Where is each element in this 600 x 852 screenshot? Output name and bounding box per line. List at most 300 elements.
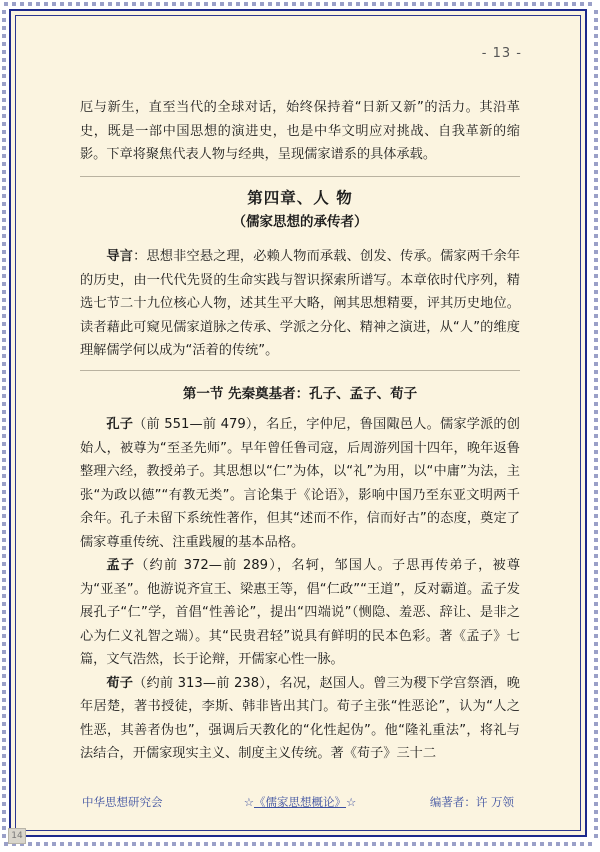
border-dot [594, 730, 598, 734]
border-dot [420, 842, 424, 846]
border-dot [2, 570, 6, 574]
border-dot [268, 842, 272, 846]
border-dot [2, 786, 6, 790]
border-dot [140, 2, 144, 6]
page-corner-badge: 14 [8, 828, 26, 844]
border-dot [204, 2, 208, 6]
border-dot [580, 842, 584, 846]
border-dot [2, 226, 6, 230]
border-dot [300, 2, 304, 6]
border-dot [220, 2, 224, 6]
border-dot [252, 2, 256, 6]
border-dot [594, 346, 598, 350]
border-dot [594, 138, 598, 142]
border-dot [594, 738, 598, 742]
border-dot [2, 82, 6, 86]
border-dot [484, 2, 488, 6]
border-dot [594, 658, 598, 662]
border-dot [2, 114, 6, 118]
border-dot [2, 346, 6, 350]
border-dot [2, 138, 6, 142]
border-dot [388, 2, 392, 6]
border-dot [444, 2, 448, 6]
border-dot [2, 610, 6, 614]
border-dot [2, 26, 6, 30]
border-dot [594, 538, 598, 542]
border-dot [594, 202, 598, 206]
border-dot [2, 602, 6, 606]
person-name: 孔子 [106, 417, 134, 432]
border-dot [594, 546, 598, 550]
border-dot [594, 522, 598, 526]
border-dot [492, 2, 496, 6]
border-dot [580, 2, 584, 6]
border-dot [594, 418, 598, 422]
border-dot [2, 66, 6, 70]
border-dot [564, 842, 568, 846]
border-dot [594, 362, 598, 366]
border-dot [2, 490, 6, 494]
intro-continuation-paragraph [80, 96, 520, 167]
border-dot [594, 322, 598, 326]
border-dot [516, 2, 520, 6]
border-dot [500, 842, 504, 846]
border-dot [300, 842, 304, 846]
border-dot [594, 290, 598, 294]
border-dot [594, 178, 598, 182]
border-dot [594, 50, 598, 54]
chapter-title: 第四章、人 物 [247, 189, 353, 207]
border-dot [2, 386, 6, 390]
border-dot [380, 2, 384, 6]
border-dot [594, 610, 598, 614]
border-dot [124, 2, 128, 6]
border-dot [532, 2, 536, 6]
border-dot [468, 2, 472, 6]
border-dot [524, 842, 528, 846]
border-dot [594, 282, 598, 286]
border-dot [276, 842, 280, 846]
border-dot [594, 234, 598, 238]
footer-star-right: ☆ [346, 795, 357, 809]
border-dot [2, 826, 6, 830]
border-dot [594, 746, 598, 750]
border-dot [148, 2, 152, 6]
lead-paragraph [80, 245, 520, 363]
border-dot [2, 338, 6, 342]
border-dot [2, 506, 6, 510]
border-dot [2, 594, 6, 598]
person-text: （前 551—前 479），名丘，字仲尼，鲁国陬邑人。儒家学派的创始人，被尊为“至圣先师”。早年曾任鲁司寇，后周游列国十四年，晚年返鲁整理六经，教授弟子。其思想以“仁”为体，以“礼”为用，以“中庸”为法，主张“为政以德”“有教无类”。言论集于《论语》，影响中国乃至东亚文明两千余年。孔子未留下系统性著作，但其“述而不作，信而好古”的态度，奠定了儒家尊重传统、注重践履的基本品格。 [80, 417, 520, 550]
border-dot [594, 10, 598, 14]
border-dot [594, 594, 598, 598]
border-dot [594, 618, 598, 622]
border-dot [2, 58, 6, 62]
border-dot [594, 162, 598, 166]
border-dot [594, 370, 598, 374]
border-dot [594, 298, 598, 302]
border-dot [2, 706, 6, 710]
border-dot [594, 170, 598, 174]
border-dot [594, 682, 598, 686]
border-dot [2, 354, 6, 358]
border-dot [2, 394, 6, 398]
border-dot [594, 378, 598, 382]
border-dot [594, 82, 598, 86]
border-dot [2, 42, 6, 46]
border-dot [2, 250, 6, 254]
border-dot [2, 618, 6, 622]
border-dot [2, 770, 6, 774]
border-dot [60, 842, 64, 846]
border-dot [2, 586, 6, 590]
border-dot [594, 274, 598, 278]
border-dot [436, 2, 440, 6]
border-dot [2, 522, 6, 526]
border-dot [594, 226, 598, 230]
border-dot [452, 2, 456, 6]
border-dot [36, 2, 40, 6]
border-dot [2, 106, 6, 110]
border-dot [316, 2, 320, 6]
border-dot [2, 122, 6, 126]
border-dot [594, 402, 598, 406]
border-dot [172, 2, 176, 6]
border-dot [412, 2, 416, 6]
border-dot [594, 650, 598, 654]
border-dot [108, 842, 112, 846]
border-dot [594, 762, 598, 766]
border-dot [2, 290, 6, 294]
border-dot [324, 2, 328, 6]
border-dot [2, 418, 6, 422]
border-dot [372, 842, 376, 846]
divider-section [80, 370, 520, 371]
border-dot [2, 90, 6, 94]
border-dot [28, 842, 32, 846]
border-dot [428, 842, 432, 846]
border-dot [2, 34, 6, 38]
border-dot [2, 210, 6, 214]
section-body [80, 413, 520, 766]
border-dot [500, 2, 504, 6]
border-dot [2, 410, 6, 414]
border-dot [2, 554, 6, 558]
border-dot [2, 834, 6, 838]
border-dot [100, 2, 104, 6]
border-dot [594, 186, 598, 190]
border-dot [340, 842, 344, 846]
border-dot [180, 842, 184, 846]
border-dot [594, 314, 598, 318]
border-dot [594, 258, 598, 262]
border-dot [594, 826, 598, 830]
border-dot [2, 546, 6, 550]
border-dot [594, 562, 598, 566]
border-dot [308, 2, 312, 6]
border-dot [594, 386, 598, 390]
border-dot [2, 362, 6, 366]
border-dot [324, 842, 328, 846]
border-dot [2, 74, 6, 78]
border-dot [140, 842, 144, 846]
chapter-lead [80, 245, 520, 363]
border-dot [540, 2, 544, 6]
border-dot [2, 746, 6, 750]
footer-author: 编著者：许 万领 [429, 795, 514, 809]
border-dot [2, 378, 6, 382]
divider-top [80, 176, 520, 177]
border-dot [2, 530, 6, 534]
border-dot [594, 714, 598, 718]
border-dot [594, 26, 598, 30]
border-dot [594, 42, 598, 46]
border-dot [220, 842, 224, 846]
border-dot [116, 2, 120, 6]
border-dot [594, 474, 598, 478]
border-dot [396, 842, 400, 846]
border-dot [594, 442, 598, 446]
border-dot [2, 442, 6, 446]
border-dot [2, 402, 6, 406]
border-dot [372, 2, 376, 6]
border-dot [594, 554, 598, 558]
border-dot [594, 354, 598, 358]
border-dot [2, 186, 6, 190]
border-dot [84, 842, 88, 846]
person-name: 孟子 [106, 558, 136, 573]
border-dot [212, 2, 216, 6]
border-dot [594, 90, 598, 94]
person-text: （约前 372—前 289），名轲，邹国人。子思再传弟子，被尊为“亚圣”。他游说齐宣王、梁惠王等，倡“仁政”“王道”，反对霸道。孟子发展孔子“仁”学，首倡“性善论”，提出“四端说”（恻隐、羞恶、辞让、是非之心为仁义礼智之端）。其“民贵君轻”说具有鲜明的民本色彩。著《孟子》七篇，文气浩然，长于论辩，开儒家心性一脉。 [80, 558, 521, 667]
border-dot [594, 490, 598, 494]
border-dot [76, 2, 80, 6]
border-dot [116, 842, 120, 846]
border-dot [348, 842, 352, 846]
border-dot [594, 194, 598, 198]
border-dot [2, 578, 6, 582]
person-paragraph-mencius [80, 554, 520, 672]
border-dot [594, 674, 598, 678]
border-dot [276, 2, 280, 6]
border-dot [594, 570, 598, 574]
border-dot [2, 538, 6, 542]
border-dot [594, 482, 598, 486]
border-dot [2, 450, 6, 454]
border-dot [2, 698, 6, 702]
border-dot [2, 682, 6, 686]
border-dot [92, 2, 96, 6]
border-dot [2, 306, 6, 310]
border-dot [2, 730, 6, 734]
border-dot [548, 842, 552, 846]
border-dot [268, 2, 272, 6]
border-dot [2, 434, 6, 438]
border-dot [28, 2, 32, 6]
border-dot [2, 10, 6, 14]
border-dot [196, 842, 200, 846]
border-dot [594, 210, 598, 214]
border-dot [594, 602, 598, 606]
border-dot [284, 842, 288, 846]
border-dot [2, 330, 6, 334]
border-dot [2, 322, 6, 326]
border-dot [396, 2, 400, 6]
border-dot [44, 2, 48, 6]
border-dot [588, 2, 592, 6]
border-dot [594, 834, 598, 838]
border-dot [292, 2, 296, 6]
border-dot [2, 98, 6, 102]
person-text: （约前 313—前 238），名况，赵国人。曾三为稷下学宫祭酒，晚年居楚，著书授徒，李斯、韩非皆出其门。荀子主张“性恶论”，认为“人之性恶，其善者伪也”，强调后天教化的“化性起伪”。他“隆礼重法”，将礼与法结合，开儒家现实主义、制度主义传统。著《荀子》三十二 [80, 675, 520, 761]
border-dot [548, 2, 552, 6]
border-dot [412, 842, 416, 846]
border-dot [2, 218, 6, 222]
border-dot [132, 842, 136, 846]
border-dot [2, 650, 6, 654]
border-dot [404, 2, 408, 6]
border-dot [594, 330, 598, 334]
border-dot [364, 2, 368, 6]
border-dot [594, 146, 598, 150]
border-dot [556, 842, 560, 846]
border-dot [84, 2, 88, 6]
border-dot [2, 818, 6, 822]
border-dot [2, 242, 6, 246]
border-dot [2, 498, 6, 502]
border-dot [148, 842, 152, 846]
border-dot [204, 842, 208, 846]
person-paragraph-xunzi [80, 672, 520, 766]
border-dot [2, 194, 6, 198]
border-dot [228, 2, 232, 6]
border-dot [2, 314, 6, 318]
person-name: 荀子 [106, 675, 134, 691]
lead-text: ：思想非空悬之理，必赖人物而承载、创发、传承。儒家两千余年的历史，由一代代先贤的生命实践与智识探索所谱写。本章依时代序列，精选七节二十九位核心人物，述其生平大略，阐其思想精要，评其历史地位。读者藉此可窥见儒家道脉之传承、学派之分化、精神之演进，从“人”的维度理解儒学何以成为“活着的传统”。 [80, 249, 521, 358]
border-dot [316, 842, 320, 846]
border-dot [508, 842, 512, 846]
border-dot [236, 842, 240, 846]
lead-label: 导言 [106, 249, 134, 264]
border-dot [594, 466, 598, 470]
border-dot [556, 2, 560, 6]
border-dot [594, 34, 598, 38]
border-dot [332, 2, 336, 6]
border-dot [594, 74, 598, 78]
border-dot [594, 458, 598, 462]
border-dot [594, 266, 598, 270]
border-dot [236, 2, 240, 6]
border-dot [2, 18, 6, 22]
border-dot [594, 338, 598, 342]
border-dot [2, 626, 6, 630]
border-dot [2, 426, 6, 430]
border-dot [2, 762, 6, 766]
border-dot [594, 122, 598, 126]
intro-continuation-text: 厄与新生，直至当代的全球对话，始终保持着“日新又新”的活力。其沿革史，既是一部中国思想的演进史，也是中华文明应对挑战、自我革新的缩影。下章将聚焦代表人物与经典，呈现儒家谱系的具体承载。 [80, 100, 520, 162]
border-dot [572, 2, 576, 6]
border-dot [594, 218, 598, 222]
border-dot [594, 666, 598, 670]
border-dot [2, 722, 6, 726]
border-dot [228, 842, 232, 846]
border-dot [594, 58, 598, 62]
border-dot [594, 690, 598, 694]
border-dot [594, 114, 598, 118]
border-dot [468, 842, 472, 846]
border-dot [2, 474, 6, 478]
border-dot [2, 170, 6, 174]
border-dot [594, 306, 598, 310]
border-dot [180, 2, 184, 6]
border-dot [2, 562, 6, 566]
border-dot [594, 754, 598, 758]
border-dot [594, 770, 598, 774]
border-dot [44, 842, 48, 846]
border-dot [156, 2, 160, 6]
footer-star-left: ☆ [243, 795, 254, 809]
border-dot [2, 298, 6, 302]
border-dot [92, 842, 96, 846]
border-dot [594, 498, 598, 502]
border-dot [572, 842, 576, 846]
section-title: 第一节 先秦奠基者：孔子、孟子、荀子 [182, 386, 418, 402]
border-dot [428, 2, 432, 6]
border-dot [2, 634, 6, 638]
border-dot [436, 842, 440, 846]
border-dot [594, 450, 598, 454]
border-dot [108, 2, 112, 6]
border-dot [156, 842, 160, 846]
border-dot [2, 370, 6, 374]
border-dot [380, 842, 384, 846]
border-dot [594, 394, 598, 398]
border-dot [388, 842, 392, 846]
border-dot [68, 2, 72, 6]
border-dot [594, 18, 598, 22]
border-dot [244, 842, 248, 846]
border-dot [244, 2, 248, 6]
border-dot [2, 154, 6, 158]
border-dot [524, 2, 528, 6]
footer-book-link[interactable]: 《儒家思想概论》 [254, 795, 346, 809]
border-dot [196, 2, 200, 6]
border-dot [124, 842, 128, 846]
border-dot [594, 578, 598, 582]
border-dot [284, 2, 288, 6]
border-dot [212, 842, 216, 846]
border-dot [594, 706, 598, 710]
border-dot [594, 722, 598, 726]
border-dot [252, 842, 256, 846]
border-dot [2, 690, 6, 694]
border-dot [2, 234, 6, 238]
border-dot [484, 842, 488, 846]
border-dot [2, 266, 6, 270]
border-dot [2, 458, 6, 462]
border-dot [188, 2, 192, 6]
border-dot [356, 842, 360, 846]
border-dot [594, 778, 598, 782]
border-dot [4, 2, 8, 6]
border-dot [540, 842, 544, 846]
border-dot [594, 426, 598, 430]
border-dot [594, 66, 598, 70]
border-dot [364, 842, 368, 846]
border-dot [292, 842, 296, 846]
border-dot [52, 842, 56, 846]
border-dot [594, 410, 598, 414]
